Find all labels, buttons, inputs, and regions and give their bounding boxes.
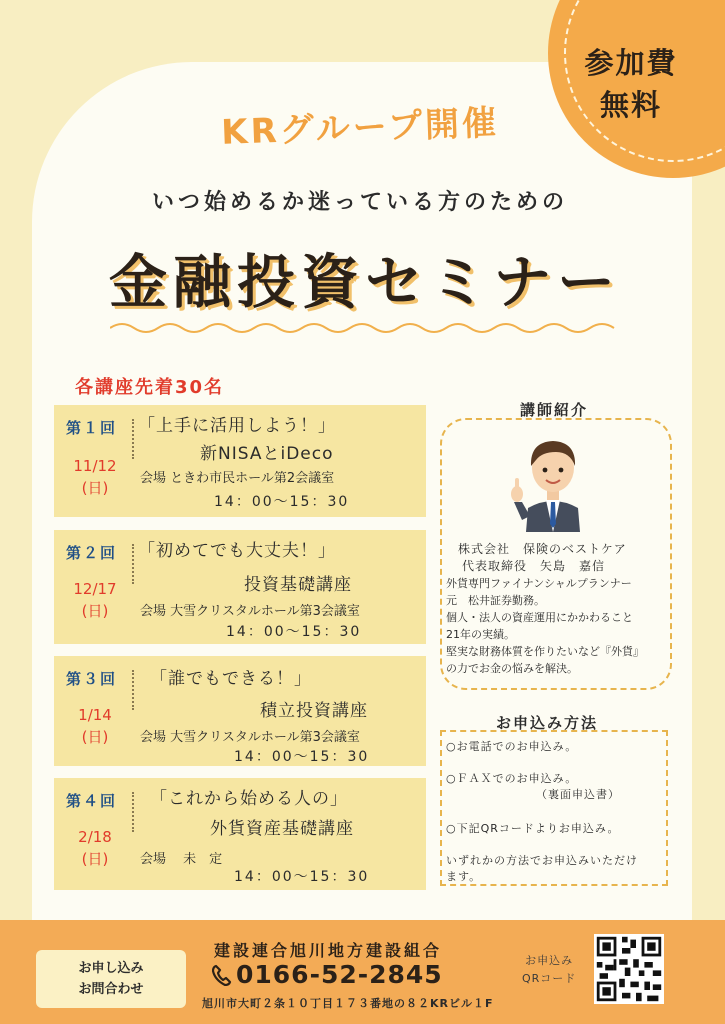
apply-any-line2: ます。	[446, 870, 482, 883]
organization-name: 建設連合旭川地方建設組合	[214, 941, 443, 960]
bio-line: 堅実な財務体質を作りたいなど『外貨』	[446, 645, 644, 658]
session-course: 新NISAとiDeco	[200, 444, 334, 464]
divider-line	[132, 670, 134, 710]
session-course: 積立投資講座	[260, 701, 368, 721]
contact-line2: お問合わせ	[78, 982, 144, 997]
session-card-4	[54, 778, 426, 890]
session-date	[60, 826, 130, 870]
contact-line1: お申し込み	[78, 961, 144, 976]
apply-fax-note: （裏面申込書）	[536, 788, 620, 801]
free-label: 無料	[599, 88, 662, 122]
session-title: 「これから始める人の」	[150, 789, 348, 809]
apply-methods-box	[440, 730, 668, 886]
session-title: 「誰でもできる！」	[150, 669, 312, 689]
divider-line	[132, 792, 134, 832]
session-number: 第３回	[66, 670, 118, 688]
fee-label: 参加費	[584, 46, 678, 80]
session-day: (日)	[81, 850, 109, 868]
session-date-value: 2/18	[78, 828, 112, 846]
capacity-note: 各講座先着30名	[75, 377, 225, 398]
fee-badge-text	[583, 42, 679, 126]
apply-any-line1: いずれかの方法でお申込みいただけ	[446, 854, 638, 867]
session-date	[60, 455, 130, 499]
phone-number[interactable]	[212, 960, 443, 989]
session-venue: 会場 大雪クリスタルホール第3会議室	[140, 604, 360, 619]
apply-heading: お申込み方法	[496, 714, 599, 732]
lecturer-bio	[446, 575, 670, 677]
session-card-2	[54, 530, 426, 644]
session-venue: 会場 未 定	[140, 852, 223, 867]
session-day: (日)	[81, 602, 109, 620]
bio-line: の力でお金の悩みを解決。	[446, 662, 578, 675]
session-time: 14：00～15：30	[234, 749, 370, 765]
session-time: 14：00～15：30	[226, 624, 362, 640]
session-date-value: 11/12	[73, 457, 117, 475]
lecturer-company: 株式会社 保険のベストケア	[458, 542, 627, 556]
divider-line	[132, 419, 134, 459]
session-card-3	[54, 656, 426, 766]
qr-label-line1: お申込み	[525, 954, 574, 967]
lecturer-heading: 講師紹介	[520, 401, 589, 419]
qr-code[interactable]	[594, 934, 664, 1004]
session-number: 第１回	[66, 419, 118, 437]
apply-fax: ○ＦＡＸでのお申込み。	[446, 772, 578, 785]
contact-badge	[36, 950, 186, 1008]
session-course: 外貨資産基礎講座	[210, 819, 354, 839]
divider-line	[132, 544, 134, 584]
apply-qr: ○下記QRコードよりお申込み。	[446, 822, 620, 835]
session-course: 投資基礎講座	[244, 575, 352, 595]
session-date-value: 1/14	[78, 706, 112, 724]
lecturer-name: 代表取締役 矢島 嘉信	[462, 559, 606, 573]
subtitle: いつ始めるか迷っている方のための	[151, 190, 568, 215]
session-day: (日)	[81, 728, 109, 746]
wavy-divider	[110, 318, 620, 338]
bio-line: 個人・法人の資産運用にかかわること	[446, 611, 633, 624]
address: 旭川市大町２条１０丁目１７３番地の８２KRビル１F	[202, 997, 494, 1010]
footer-bar	[0, 920, 725, 1024]
qr-label	[522, 952, 576, 988]
phone-icon	[212, 964, 232, 986]
session-date	[60, 578, 130, 622]
session-date	[60, 704, 130, 748]
bio-line: 元 松井証券勤務。	[446, 594, 545, 607]
session-title: 「初めてでも大丈夫！」	[138, 541, 336, 561]
session-title: 「上手に活用しよう！」	[138, 416, 336, 436]
phone-number-text: 0166-52-2845	[236, 960, 443, 989]
organizer-heading: KRグループ開催	[220, 103, 500, 153]
session-time: 14：00～15：30	[234, 869, 370, 885]
session-day: (日)	[81, 479, 109, 497]
lecturer-avatar-illustration	[508, 428, 598, 532]
session-number: 第２回	[66, 544, 118, 562]
session-time: 14：00～15：30	[214, 494, 350, 510]
session-date-value: 12/17	[73, 580, 117, 598]
apply-phone: ○お電話でのお申込み。	[446, 740, 578, 753]
session-venue: 会場 大雪クリスタルホール第3会議室	[140, 730, 360, 745]
seminar-title: 金融投資セミナー	[108, 248, 621, 316]
bio-line: 外貨専門ファイナンシャルプランナー	[446, 577, 632, 590]
session-number: 第４回	[66, 792, 118, 810]
bio-line: 21年の実績。	[446, 628, 515, 641]
session-card-1	[54, 405, 426, 517]
qr-label-line2: QRコード	[522, 972, 577, 985]
session-venue: 会場 ときわ市民ホール第2会議室	[140, 471, 335, 486]
